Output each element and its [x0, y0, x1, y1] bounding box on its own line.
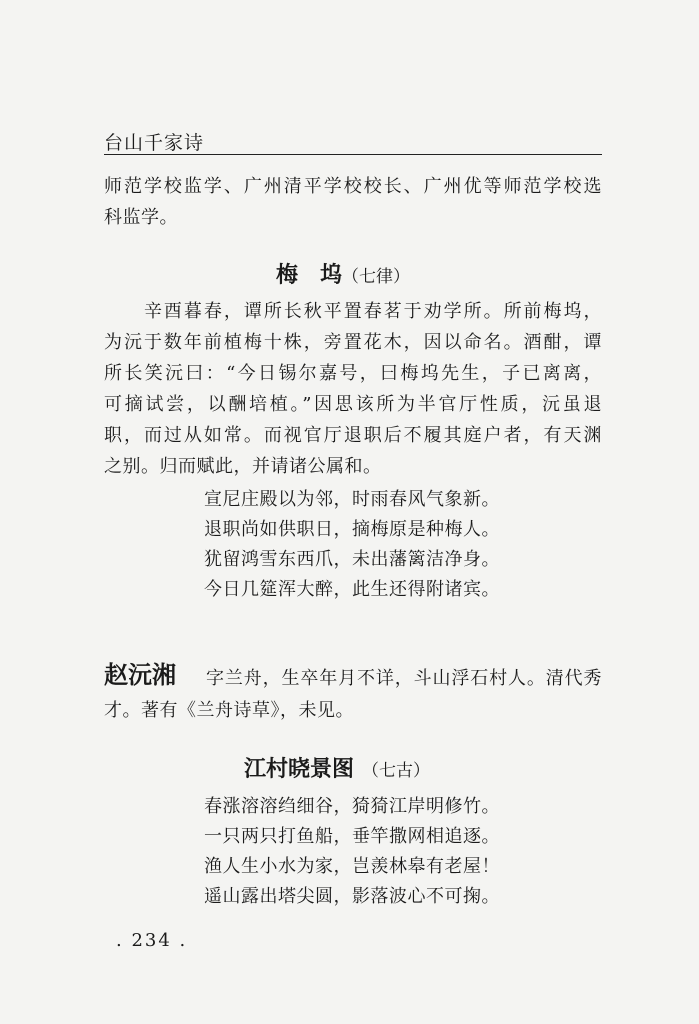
- poem1-title-block: [276, 258, 410, 289]
- poem1-preface-line: 为沅于数年前植梅十株，旁置花木，因以命名。酒酣，谭: [104, 332, 602, 353]
- intro-line-2: 科监学。: [104, 207, 178, 228]
- poem2-title: 江村晓景图: [244, 757, 355, 782]
- poem2-line: 春涨溶溶绉细谷，猗猗江岸明修竹。: [204, 796, 500, 817]
- poem1-preface-line: 辛酉暮春，谭所长秋平置春茗于劝学所。所前梅坞，: [104, 301, 602, 322]
- running-header: 台山千家诗: [104, 132, 205, 154]
- poem1-preface-line: 职，而过从如常。而视官厅退职后不履其庭户者，有天渊: [104, 425, 602, 446]
- header-rule: [104, 154, 602, 155]
- poem2-line: 遥山露出塔尖圆，影落波心不可掬。: [204, 886, 500, 907]
- poem1-preface-line: 可摘试尝，以酬培植。”因思该所为半官厅性质，沅虽退: [104, 394, 602, 415]
- poem2-line: 渔人生小水为家，岂羡林皋有老屋！: [204, 856, 500, 877]
- poem1-line: 今日几筵浑大醉，此生还得附诸宾。: [204, 579, 500, 600]
- author-bio-line-1: 字兰舟，生卒年月不详，斗山浮石村人。清代秀: [206, 668, 602, 689]
- poem1-line: 宣尼庄殿以为邻，时雨春风气象新。: [204, 489, 500, 510]
- poem1-line: 退职尚如供职日，摘梅原是种梅人。: [204, 519, 500, 540]
- page-number: . 234 .: [116, 930, 188, 951]
- author-bio-line-2: 才。著有《兰舟诗草》，未见。: [104, 700, 354, 721]
- poem1-title: 梅 坞: [276, 263, 343, 288]
- poem1-line: 犹留鸿雪东西爪，未出藩篱洁净身。: [204, 549, 500, 570]
- poem1-form: （七律）: [342, 267, 411, 287]
- poem1-preface-line: 之别。归而赋此，并请诸公属和。: [104, 456, 382, 477]
- poem1-preface-line: 所长笑沅曰：“今日锡尔嘉号，曰梅坞先生，子已离离，: [104, 363, 602, 384]
- intro-line-1: 师范学校监学、广州清平学校校长、广州优等师范学校选: [104, 176, 602, 197]
- poem2-form: （七古）: [362, 761, 431, 781]
- poem2-line: 一只两只打鱼船，垂竿撒网相追逐。: [204, 826, 500, 847]
- author-name: 赵沅湘: [104, 661, 176, 689]
- poem2-title-block: [244, 752, 430, 783]
